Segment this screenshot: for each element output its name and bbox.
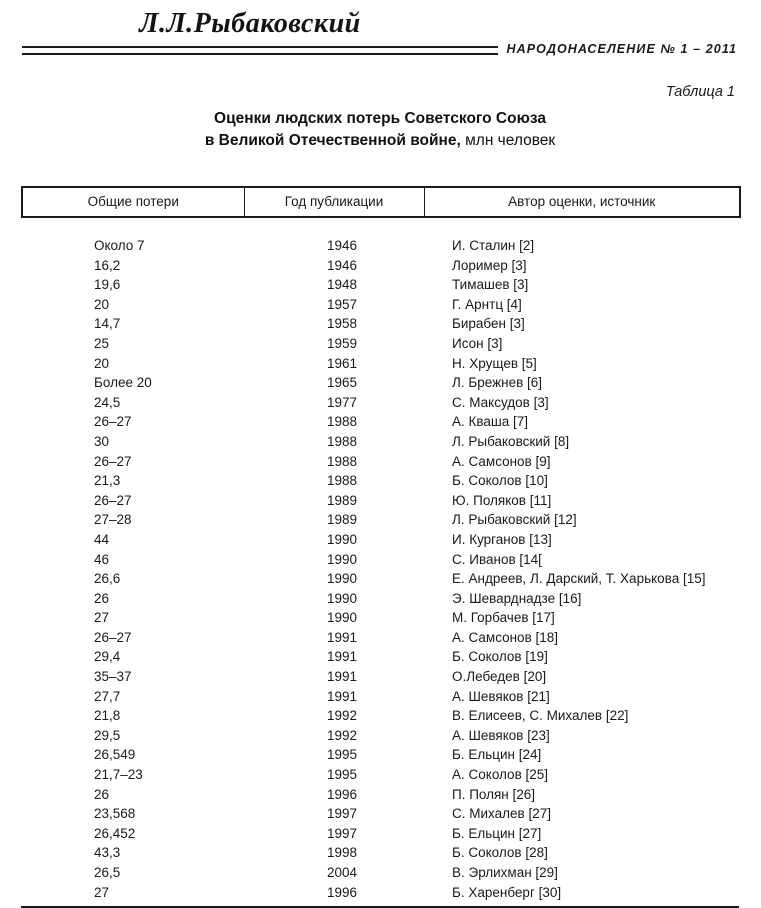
table-spacer-row — [22, 217, 740, 236]
cell-publication-year: 1991 — [327, 649, 358, 665]
cell-total-losses: 26–27 — [94, 629, 132, 645]
table-title — [60, 108, 700, 152]
cell-publication-year: 1988 — [327, 473, 358, 489]
table-title-line-1: Оценки людских потерь Советского Союза — [214, 110, 546, 127]
cell-publication-year: 1988 — [327, 433, 358, 449]
author-signature: Л.Л.Рыбаковский — [139, 8, 361, 39]
table-row — [22, 863, 740, 883]
table-row — [22, 471, 740, 491]
table-number-label: Таблица 1 — [665, 84, 735, 100]
table-row — [22, 334, 740, 354]
cell-publication-year: 1958 — [327, 316, 358, 332]
cell-author-source: П. Полян [26] — [452, 786, 536, 802]
cell-publication-year: 1959 — [327, 335, 358, 351]
cell-publication-year: 1991 — [327, 669, 358, 685]
cell-publication-year: 1996 — [327, 884, 358, 900]
table-row — [22, 412, 740, 432]
cell-publication-year: 1948 — [327, 277, 358, 293]
table-row — [22, 510, 740, 530]
cell-publication-year: 1965 — [327, 375, 358, 391]
cell-publication-year: 1990 — [327, 571, 358, 587]
cell-total-losses: 30 — [94, 433, 110, 449]
cell-total-losses: 27–28 — [94, 512, 132, 528]
cell-total-losses: 26 — [94, 786, 110, 802]
journal-issue-reference: НАРОДОНАСЕЛЕНИЕ № 1 – 2011 — [506, 42, 737, 56]
cell-total-losses: 27 — [94, 610, 110, 626]
cell-total-losses: 29,4 — [94, 649, 121, 665]
cell-publication-year: 1991 — [327, 688, 358, 704]
cell-total-losses: 20 — [94, 296, 110, 312]
cell-publication-year: 1990 — [327, 610, 358, 626]
cell-publication-year: 1957 — [327, 296, 358, 312]
cell-publication-year: 1990 — [327, 531, 358, 547]
cell-author-source: А. Соколов [25] — [452, 767, 549, 783]
cell-author-source: А. Шевяков [21] — [452, 688, 550, 704]
cell-publication-year: 1995 — [327, 767, 358, 783]
table-row — [22, 314, 740, 334]
column-header-publication-year: Год публикации — [244, 187, 424, 217]
page-running-head — [0, 0, 761, 70]
header-double-rule — [22, 46, 498, 55]
cell-total-losses: 26,452 — [94, 825, 136, 841]
table-row — [22, 432, 740, 452]
cell-total-losses: 26,549 — [94, 747, 136, 763]
cell-publication-year: 1998 — [327, 845, 358, 861]
cell-author-source: С. Михалев [27] — [452, 806, 551, 822]
cell-publication-year: 1946 — [327, 238, 358, 253]
cell-author-source: В. Елисеев, С. Михалев [22] — [452, 708, 629, 724]
table-row — [22, 275, 740, 295]
table-row — [22, 883, 740, 903]
cell-author-source: А. Самсонов [9] — [452, 453, 551, 469]
cell-author-source: М. Горбачев [17] — [452, 610, 555, 626]
table-row — [22, 726, 740, 746]
cell-total-losses: 26–27 — [94, 414, 132, 430]
table-row — [22, 550, 740, 570]
cell-publication-year: 1997 — [327, 806, 358, 822]
table-row — [22, 745, 740, 765]
cell-total-losses: Около 7 — [94, 238, 145, 253]
table-row — [22, 628, 740, 648]
cell-author-source: Б. Соколов [19] — [452, 649, 548, 665]
cell-publication-year: 1992 — [327, 708, 358, 724]
cell-author-source: А. Самсонов [18] — [452, 629, 559, 645]
cell-total-losses: 46 — [94, 551, 110, 567]
cell-total-losses: 14,7 — [94, 316, 121, 332]
table-body — [22, 217, 740, 902]
cell-author-source: Б. Ельцин [27] — [452, 825, 542, 841]
cell-publication-year: 1996 — [327, 786, 358, 802]
table-row — [22, 589, 740, 609]
cell-author-source: Б. Соколов [28] — [452, 845, 548, 861]
cell-author-source: В. Эрлихман [29] — [452, 865, 558, 880]
cell-total-losses: 43,3 — [94, 845, 121, 861]
cell-total-losses: 44 — [94, 531, 110, 547]
cell-author-source: Ю. Поляков [11] — [452, 492, 552, 508]
table-row — [22, 295, 740, 315]
table-row — [22, 393, 740, 413]
cell-author-source: Л. Брежнев [6] — [452, 375, 543, 391]
cell-total-losses: 26–27 — [94, 492, 132, 508]
cell-publication-year: 1946 — [327, 257, 358, 273]
cell-author-source: И. Курганов [13] — [452, 531, 552, 547]
cell-total-losses: 25 — [94, 335, 110, 351]
table-row — [22, 804, 740, 824]
cell-publication-year: 1990 — [327, 590, 358, 606]
column-header-author-source: Автор оценки, источник — [424, 187, 740, 217]
table-row — [22, 236, 740, 256]
cell-author-source: Исон [3] — [452, 335, 503, 351]
cell-publication-year: 1988 — [327, 453, 358, 469]
cell-total-losses: 21,7–23 — [94, 767, 143, 783]
cell-author-source: Л. Рыбаковский [8] — [452, 433, 570, 449]
losses-estimates-table — [21, 186, 741, 902]
cell-publication-year: 1977 — [327, 394, 358, 410]
cell-author-source: Е. Андреев, Л. Дарский, Т. Харькова [15] — [452, 571, 706, 587]
cell-publication-year: 1989 — [327, 512, 358, 528]
cell-author-source: О.Лебедев [20] — [452, 669, 547, 685]
table-row — [22, 687, 740, 707]
cell-total-losses: 29,5 — [94, 727, 121, 743]
cell-total-losses: 35–37 — [94, 669, 132, 685]
cell-author-source: Э. Шеварднадзе [16] — [452, 590, 582, 606]
cell-author-source: Бирабен [3] — [452, 316, 525, 332]
cell-total-losses: 24,5 — [94, 394, 121, 410]
table-title-line-2 — [60, 130, 700, 152]
table-row — [22, 530, 740, 550]
cell-author-source: Б. Ельцин [24] — [452, 747, 542, 763]
cell-total-losses: 27 — [94, 884, 110, 900]
cell-total-losses: 20 — [94, 355, 110, 371]
cell-author-source: Лоример [3] — [452, 257, 527, 273]
cell-total-losses: 16,2 — [94, 257, 121, 273]
cell-publication-year: 1990 — [327, 551, 358, 567]
table-row — [22, 647, 740, 667]
cell-author-source: Л. Рыбаковский [12] — [452, 512, 577, 528]
cell-author-source: Тимашев [3] — [452, 277, 529, 293]
table-row — [22, 706, 740, 726]
cell-total-losses: 21,8 — [94, 708, 121, 724]
cell-total-losses: 26,6 — [94, 571, 121, 587]
cell-author-source: И. Сталин [2] — [452, 238, 535, 253]
cell-publication-year: 1988 — [327, 414, 358, 430]
table-title-line-2-bold: в Великой Отечественной войне, — [204, 132, 461, 149]
column-header-total-losses: Общие потери — [22, 187, 244, 217]
table-row — [22, 824, 740, 844]
table-header — [22, 187, 740, 217]
cell-total-losses: 26 — [94, 590, 110, 606]
cell-total-losses: 23,568 — [94, 806, 136, 822]
table-row — [22, 256, 740, 276]
table-row — [22, 785, 740, 805]
cell-publication-year: 1997 — [327, 825, 358, 841]
cell-publication-year: 1989 — [327, 492, 358, 508]
table-row — [22, 667, 740, 687]
cell-total-losses: 21,3 — [94, 473, 121, 489]
table-row — [22, 569, 740, 589]
cell-publication-year: 2004 — [327, 865, 358, 880]
cell-author-source: А. Кваша [7] — [452, 414, 528, 430]
cell-author-source: Б. Харенберг [30] — [452, 884, 562, 900]
table-header-row — [22, 187, 740, 217]
table-row — [22, 843, 740, 863]
cell-author-source: С. Иванов [14[ — [452, 551, 542, 567]
cell-publication-year: 1961 — [327, 355, 358, 371]
table-row — [22, 765, 740, 785]
table-row — [22, 608, 740, 628]
cell-publication-year: 1991 — [327, 629, 358, 645]
cell-author-source: Н. Хрущев [5] — [452, 355, 537, 371]
cell-author-source: А. Шевяков [23] — [452, 727, 550, 743]
cell-author-source: Г. Арнтц [4] — [452, 296, 522, 312]
cell-publication-year: 1992 — [327, 727, 358, 743]
cell-total-losses: Более 20 — [94, 375, 152, 391]
cell-total-losses: 19,6 — [94, 277, 121, 293]
cell-author-source: Б. Соколов [10] — [452, 473, 548, 489]
table-row — [22, 354, 740, 374]
cell-total-losses: 26,5 — [94, 865, 121, 880]
cell-total-losses: 26–27 — [94, 453, 132, 469]
cell-author-source: С. Максудов [3] — [452, 394, 549, 410]
table-title-units: млн человек — [460, 132, 556, 149]
table-row — [22, 373, 740, 393]
cell-total-losses: 27,7 — [94, 688, 121, 704]
cell-publication-year: 1995 — [327, 747, 358, 763]
table-row — [22, 491, 740, 511]
table-row — [22, 452, 740, 472]
